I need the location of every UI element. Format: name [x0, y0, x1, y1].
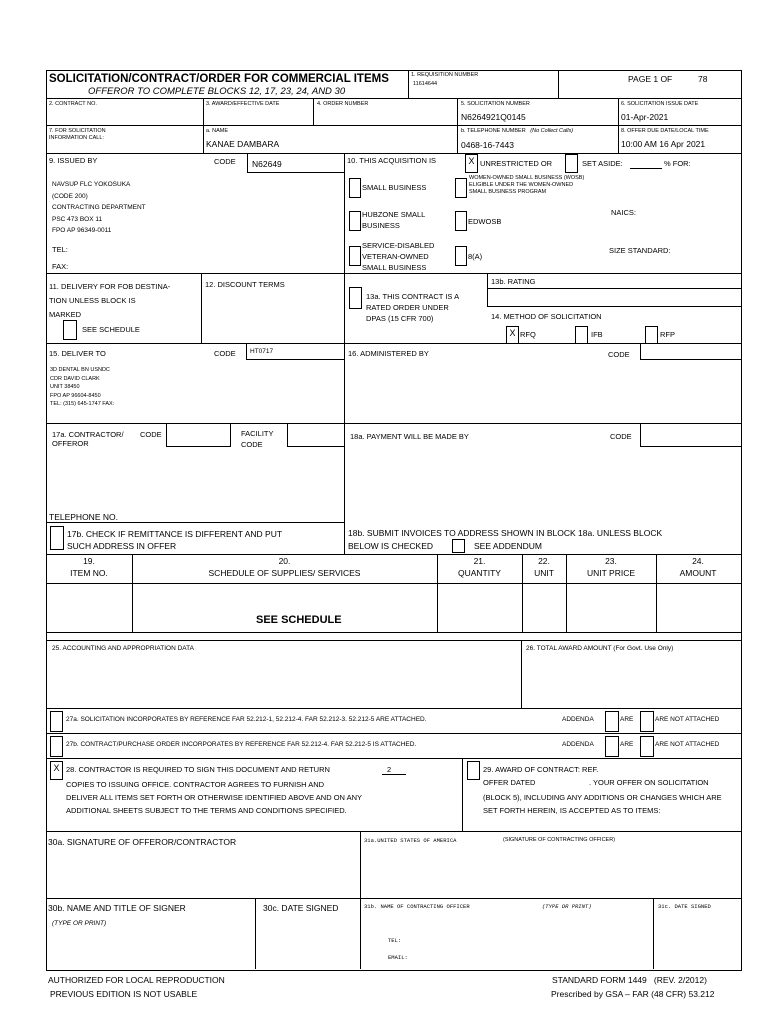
rfp-checkbox[interactable] — [645, 326, 658, 344]
co-date-signed-label: 31c. DATE SIGNED — [658, 903, 711, 910]
issued-by-code-label: CODE — [214, 157, 236, 166]
acquisition-label: 10. THIS ACQUISITION IS — [347, 156, 437, 165]
col-schedule — [132, 556, 437, 578]
award-date-label: 3. AWARD/EFFECTIVE DATE — [206, 101, 280, 107]
set-aside-label: SET ASIDE: — [582, 159, 623, 168]
payment-by-label: 18a. PAYMENT WILL BE MADE BY — [350, 432, 469, 441]
deliver-to-code-label: CODE — [214, 349, 236, 358]
requisition-number[interactable]: 11614644 — [413, 81, 438, 87]
size-standard-label: SIZE STANDARD: — [609, 246, 671, 255]
issued-by-address: NAVSUP FLC YOKOSUKA (CODE 200) CONTRACTING DEPARTMENT PSC 473 BOX 11 FPO AP 96349-0011 — [52, 181, 146, 234]
block-28-text: 28. CONTRACTOR IS REQUIRED TO SIGN THIS DOCUMENT AND RETURN — [66, 765, 330, 774]
col-item-no — [46, 556, 132, 578]
unrestricted-checkbox[interactable]: X — [465, 154, 478, 173]
col-unit-num: 22. — [538, 556, 550, 566]
col-amount — [656, 556, 740, 578]
small-business-checkbox[interactable] — [349, 178, 361, 198]
block-29-checkbox[interactable] — [467, 761, 480, 780]
discount-terms-label: 12. DISCOUNT TERMS — [205, 280, 285, 289]
page-total: 78 — [698, 74, 708, 84]
wosb-checkbox[interactable] — [455, 178, 467, 198]
signature-co-note: (SIGNATURE OF CONTRACTING OFFICER) — [503, 837, 616, 843]
edwosb-checkbox[interactable] — [455, 211, 467, 231]
sdvosb-checkbox[interactable] — [349, 246, 361, 266]
form-title: SOLICITATION/CONTRACT/ORDER FOR COMMERCIAL ITEMS — [49, 73, 389, 85]
contractor-code-label: CODE — [140, 430, 162, 439]
sdvosb-label: SERVICE-DISABLED VETERAN-OWNED SMALL BUSINESS — [362, 241, 435, 272]
payment-code-box — [640, 424, 741, 447]
footer-prescribed-by: Prescribed by GSA – FAR (48 CFR) 53.212 — [551, 989, 715, 999]
block-29-offer-dated: OFFER DATED — [483, 778, 536, 787]
offer-due-label: 8. OFFER DUE DATE/LOCAL TIME — [621, 128, 709, 134]
issue-date[interactable]: 01-Apr-2021 — [621, 112, 669, 122]
hubzone-label: HUBZONE SMALL BUSINESS — [362, 210, 426, 230]
payment-code-label: CODE — [610, 432, 632, 441]
rfq-checkbox[interactable]: X — [506, 326, 519, 344]
solicitation-info-label: 7. FOR SOLICITATION INFORMATION CALL: — [49, 128, 106, 141]
schedule-see-schedule: SEE SCHEDULE — [256, 614, 342, 626]
deliver-to-label: 15. DELIVER TO — [49, 349, 106, 358]
clause-27a-are: ARE — [620, 716, 634, 723]
block-29-your-offer: . YOUR OFFER ON SOLICITATION — [589, 778, 709, 787]
col-item-no-num: 19. — [83, 556, 95, 566]
deliver-to-address: 3D DENTAL BN USNDC CDR DAVID CLARK UNIT 38450 FPO AP 96604-8450 TEL: (315) 645-1747 FAX: — [50, 367, 115, 407]
eight-a-label: 8(A) — [468, 252, 483, 261]
block-28-checkbox[interactable]: X — [50, 761, 63, 780]
rated-order-label: 13a. THIS CONTRACT IS A RATED ORDER UNDER DPAS (15 CFR 700) — [366, 292, 460, 323]
co-email-label: EMAIL: — [388, 954, 408, 961]
remittance-checkbox[interactable] — [50, 526, 64, 550]
issue-date-label: 6. SOLICITATION ISSUE DATE — [621, 101, 699, 107]
see-addendum-label: SEE ADDENDUM — [474, 541, 543, 551]
block-28-copies[interactable]: 2 — [387, 765, 392, 774]
accounting-label: 25. ACCOUNTING AND APPROPRIATION DATA — [52, 645, 194, 652]
deliver-to-code[interactable]: HT0717 — [250, 348, 274, 355]
col-unit-price-label: UNIT PRICE — [586, 568, 636, 578]
no-collect-note: (No Collect Calls) — [530, 128, 574, 134]
rated-order-checkbox[interactable] — [349, 287, 362, 309]
contracting-officer-note: (TYPE OR PRINT) — [542, 903, 592, 910]
rfq-label: RFQ — [520, 330, 536, 339]
col-unit — [522, 556, 566, 578]
rfp-label: RFP — [660, 330, 675, 339]
col-quantity-label: QUANTITY — [458, 568, 501, 578]
facility-code-box — [287, 424, 344, 447]
telephone-number[interactable]: 0468-16-7443 — [461, 140, 514, 150]
clause-27b-are-not-checkbox[interactable] — [640, 736, 654, 757]
footer-previous-edition: PREVIOUS EDITION IS NOT USABLE — [50, 989, 198, 999]
clause-27a-are-not: ARE NOT ATTACHED — [655, 716, 720, 723]
col-quantity-num: 21. — [473, 556, 486, 566]
total-award-label: 26. TOTAL AWARD AMOUNT (For Govt. Use Only) — [526, 645, 674, 652]
delivery-fob-label: 11. DELIVERY FOR FOB DESTINA- TION UNLESS BLOCK IS MARKED — [49, 282, 171, 319]
ifb-checkbox[interactable] — [575, 326, 588, 344]
contact-name[interactable]: KANAE DAMBARA — [206, 139, 280, 149]
requisition-label: 1. REQUISITION NUMBER — [411, 72, 479, 78]
clause-27b-are: ARE — [620, 741, 634, 748]
unrestricted-label: UNRESTRICTED OR — [480, 159, 553, 168]
issued-by-tel-label: TEL: — [52, 245, 68, 254]
col-unit-label: UNIT — [534, 568, 554, 578]
signature-offeror-label: 30a. SIGNATURE OF OFFEROR/CONTRACTOR — [48, 837, 237, 847]
issued-by-fax-label: FAX: — [52, 262, 69, 271]
telephone-label-text: b. TELEPHONE NUMBER — [461, 128, 526, 134]
date-signed-label: 30c. DATE SIGNED — [263, 903, 339, 913]
contracting-officer-label: 31b. NAME OF CONTRACTING OFFICER — [364, 903, 470, 910]
edwosb-label: EDWOSB — [468, 217, 502, 226]
telephone-no-label: TELEPHONE NO. — [49, 512, 118, 522]
footer-authorized: AUTHORIZED FOR LOCAL REPRODUCTION — [48, 975, 225, 985]
remittance-label: 17b. CHECK IF REMITTANCE IS DIFFERENT AND PUT SUCH ADDRESS IN OFFER — [67, 529, 283, 551]
form-frame — [46, 70, 742, 971]
contractor-label: 17a. CONTRACTOR/ OFFEROR — [52, 430, 124, 448]
contract-no-label: 2. CONTRACT NO. — [49, 101, 97, 107]
col-unit-price — [566, 556, 656, 578]
invoice-label-2: BELOW IS CHECKED — [348, 541, 434, 551]
facility-code-label: FACILITY CODE — [241, 429, 274, 449]
clause-27b-addenda: ADDENDA — [562, 741, 594, 748]
block-29-text: 29. AWARD OF CONTRACT: REF. — [483, 765, 599, 774]
eight-a-checkbox[interactable] — [455, 246, 467, 266]
administered-by-label: 16. ADMINISTERED BY — [348, 349, 429, 358]
clause-27b-are-not: ARE NOT ATTACHED — [655, 741, 720, 748]
administered-by-code-box — [640, 344, 741, 360]
small-business-label: SMALL BUSINESS — [362, 183, 427, 192]
col-schedule-label: SCHEDULE OF SUPPLIES/ SERVICES — [208, 568, 361, 578]
fob-see-schedule-label: SEE SCHEDULE — [82, 325, 140, 334]
invoice-label: 18b. SUBMIT INVOICES TO ADDRESS SHOWN IN BLOCK 18a. UNLESS BLOCK — [348, 528, 663, 538]
clause-27a-addenda: ADDENDA — [562, 716, 594, 723]
clause-27a-are-checkbox[interactable] — [605, 711, 619, 732]
naics-label: NAICS: — [611, 208, 637, 217]
signature-usa-label: 31a.UNITED STATES OF AMERICA — [364, 837, 457, 844]
rating-label: 13b. RATING — [491, 277, 536, 286]
page-label: PAGE 1 OF — [628, 74, 673, 84]
co-tel-label: TEL: — [388, 937, 402, 944]
clause-27a-label: 27a. SOLICITATION INCORPORATES BY REFERENCE FAR 52.212-1, 52.212-4. FAR 52.212-3. 52.212-5 ARE ATTACHED. — [66, 716, 427, 723]
wosb-label: WOMEN-OWNED SMALL BUSINESS (WOSB) ELIGIBLE UNDER THE WOMEN-OWNED SMALL BUSINESS PROGRAM — [469, 175, 585, 195]
footer-standard-form: STANDARD FORM 1449 (REV. 2/2012) — [552, 975, 707, 985]
col-quantity — [437, 556, 522, 578]
solicitation-number[interactable]: N6264921Q0145 — [461, 112, 526, 122]
set-aside-checkbox[interactable] — [565, 154, 578, 173]
col-item-no-label: ITEM NO. — [70, 568, 108, 578]
method-of-solicitation-label: 14. METHOD OF SOLICITATION — [491, 312, 602, 321]
see-addendum-checkbox[interactable] — [452, 539, 465, 553]
signer-name-note: (TYPE OR PRINT) — [52, 920, 107, 927]
block-29-body: (BLOCK 5), INCLUDING ANY ADDITIONS OR CHANGES WHICH ARE SET FORTH HEREIN, IS ACCEPTED AS TO ITEMS: — [483, 793, 722, 815]
col-amount-label: AMOUNT — [679, 568, 717, 578]
col-schedule-num: 20. — [278, 556, 291, 566]
percent-for-label: % FOR: — [664, 159, 691, 168]
clause-27a-checkbox[interactable] — [50, 711, 63, 732]
offer-due-date[interactable]: 10:00 AM 16 Apr 2021 — [621, 139, 706, 149]
telephone-label — [461, 128, 573, 135]
contractor-code-box — [166, 424, 231, 447]
signer-name-label: 30b. NAME AND TITLE OF SIGNER — [48, 903, 186, 913]
clause-27a-are-not-checkbox[interactable] — [640, 711, 654, 732]
order-number-label: 4. ORDER NUMBER — [317, 101, 369, 107]
form-subtitle: OFFEROR TO COMPLETE BLOCKS 12, 17, 23, 24, AND 30 — [88, 86, 346, 97]
col-amount-num: 24. — [692, 556, 704, 566]
solicitation-number-label: 5. SOLICITATION NUMBER — [461, 101, 530, 107]
block-28-body: COPIES TO ISSUING OFFICE. CONTRACTOR AGREES TO FURNISH AND DELIVER ALL ITEMS SET FORTH OR OTHERWISE IDENTIFIED ABOVE AND ON ANY ADDITIONAL SHEETS SUBJECT TO THE TERMS AND CONDITIONS SPECIFIED. — [66, 780, 363, 815]
clause-27b-checkbox[interactable] — [50, 736, 63, 757]
hubzone-checkbox[interactable] — [349, 211, 361, 231]
issued-by-label: 9. ISSUED BY — [49, 156, 98, 165]
fob-see-schedule-checkbox[interactable] — [63, 320, 77, 340]
administered-by-code-label: CODE — [608, 350, 630, 359]
clause-27b-are-checkbox[interactable] — [605, 736, 619, 757]
clause-27b-label: 27b. CONTRACT/PURCHASE ORDER INCORPORATES BY REFERENCE FAR 52.212-4. FAR 52.212-5 IS ATTACHED. — [66, 741, 417, 748]
name-label: a. NAME — [206, 128, 229, 134]
col-unit-price-num: 23. — [605, 556, 617, 566]
ifb-label: IFB — [591, 330, 603, 339]
issued-by-code[interactable]: N62649 — [252, 159, 282, 169]
